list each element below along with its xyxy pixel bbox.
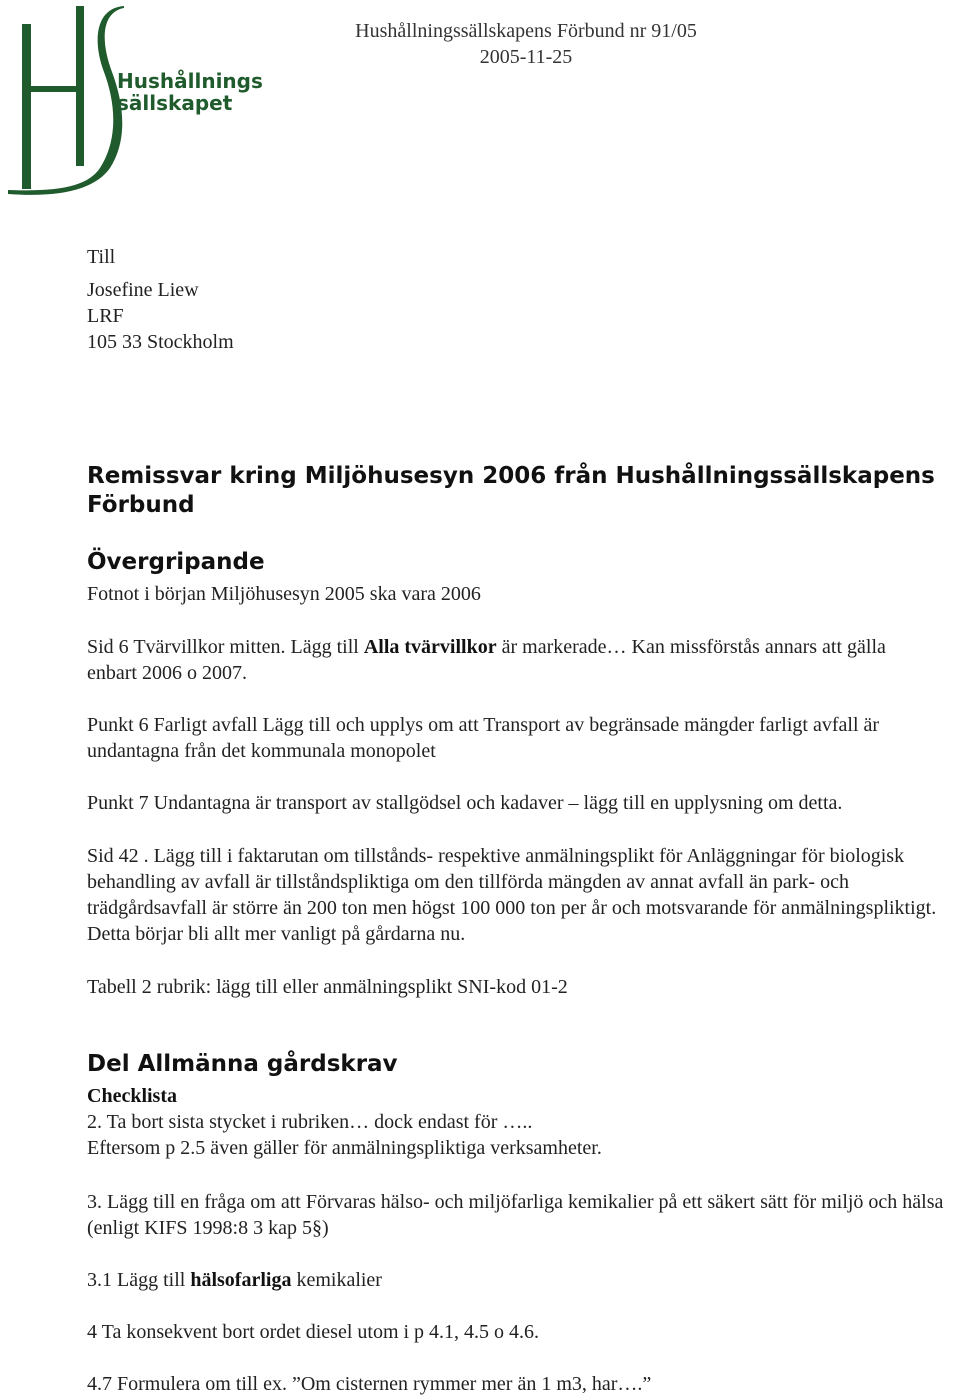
checklist-item-2-line1: 2. Ta bort sista stycket i rubriken… dock endast för ….. [87,1111,533,1133]
document-date: 2005-11-25 [479,46,573,68]
recipient-name: Josefine Liew [87,279,199,301]
paragraph-farligt-avfall: Punkt 6 Farligt avfall Lägg till och upplys om att Transport av begränsade mängder farligt avfall är undantagna från det kommunala monopolet [87,714,880,762]
recipient-to: Till [87,246,116,268]
checklist-item-4: 4 Ta konsekvent bort ordet diesel utom i p 4.1, 4.5 o 4.6. [87,1321,540,1343]
recipient-address [87,277,234,355]
tvarvillkor-text-post: är markerade… Kan missförstås annars att gälla enbart 2006 o 2007. [87,636,886,684]
logo-text-line1: Hushållnings [117,69,263,93]
tvarvillkor-text-pre: Sid 6 Tvärvillkor mitten. Lägg till [87,636,364,658]
tvarvillkor-text-bold: Alla tvärvillkor [363,636,497,658]
subheading-checklista: Checklista [87,1085,177,1107]
checklist-item-2 [87,1109,959,1161]
recipient-org: LRF [87,305,124,327]
item-3-1-post: kemikalier [291,1269,382,1291]
checklist-item-3-1 [87,1267,959,1293]
paragraph-tvarvillkor [87,634,937,686]
paragraph-footnote: Fotnot i början Miljöhusesyn 2005 ska vara 2006 [87,583,481,605]
paragraph-sid-42: Sid 42 . Lägg till i faktarutan om tillstånds- respektive anmälningsplikt för Anläggningar för biologisk behandling av avfall är tillståndspliktiga om den tillförda mängden av annat avfall än park- och trädgårdsavfall är större än 200 ton men högst 100 000 ton per år och motsvarande för anmälningspliktigt. Detta börjar bli allt mer vanligt på gårdarna nu. [87,845,937,945]
logo-text-line2: sällskapet [117,91,233,115]
item-3-1-bold: hälsofarliga [190,1269,292,1291]
document-header [300,18,752,70]
recipient-city: 105 33 Stockholm [87,331,234,353]
checklist-item-4-7: 4.7 Formulera om till ex. ”Om cisternen rymmer mer än 1 m3, har….” [87,1373,652,1395]
item-3-1-pre: 3.1 Lägg till [87,1269,191,1291]
document-title: Remissvar kring Miljöhusesyn 2006 från Hushållningssällskapens Förbund [87,463,935,518]
section-heading-overgripande: Övergripande [87,549,265,575]
checklist-item-2-line2: Eftersom p 2.5 även gäller för anmälningspliktiga verksamheter. [87,1137,602,1159]
recipient-block [87,244,115,270]
section-heading-allmanna-gardskrav: Del Allmänna gårdskrav [87,1051,398,1077]
org-reference: Hushållningssällskapens Förbund nr 91/05 [355,20,697,42]
logo [0,0,263,200]
paragraph-undantagna: Punkt 7 Undantagna är transport av stallgödsel och kadaver – lägg till en upplysning om detta. [87,792,843,814]
checklist-item-3: 3. Lägg till en fråga om att Förvaras hälso- och miljöfarliga kemikalier på ett säkert sätt för miljö och hälsa (enligt KIFS 1998:8 3 kap 5§) [87,1191,944,1239]
paragraph-tabell-2: Tabell 2 rubrik: lägg till eller anmälningsplikt SNI-kod 01-2 [87,976,568,998]
